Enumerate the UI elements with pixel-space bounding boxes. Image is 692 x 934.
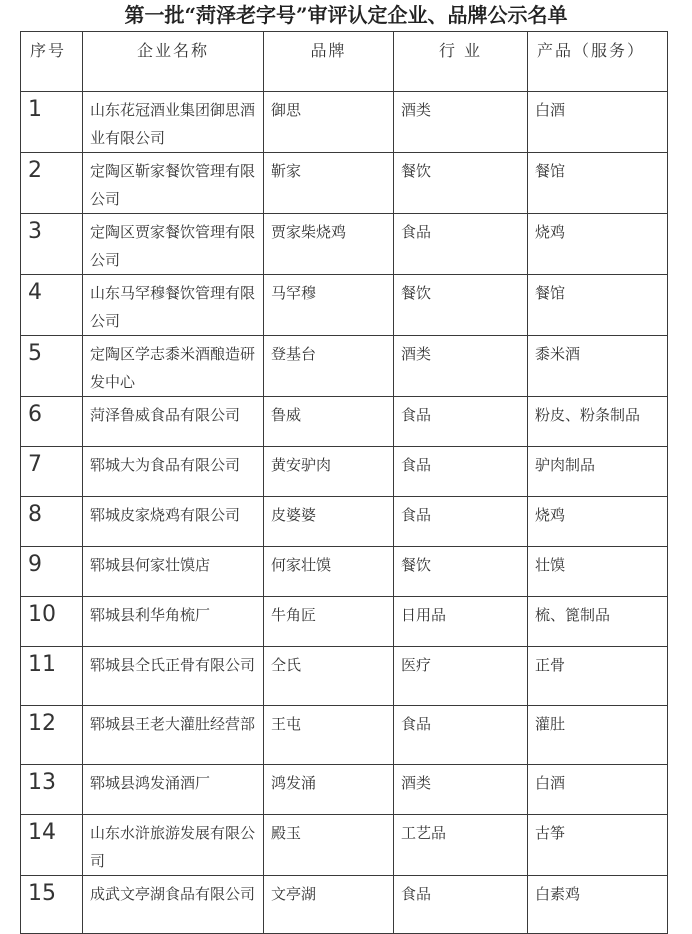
table-row [21, 547, 668, 597]
industry-name: 食品 [394, 214, 528, 275]
industry-name: 食品 [394, 447, 528, 497]
brand-name: 御思 [264, 92, 394, 153]
company-name: 山东花冠酒业集团御思酒业有限公司 [83, 92, 264, 153]
brand-name: 贾家柴烧鸡 [264, 214, 394, 275]
row-index: 6 [21, 397, 83, 447]
company-name: 定陶区靳家餐饮管理有限公司 [83, 153, 264, 214]
product-name: 灌肚 [528, 706, 668, 765]
product-name: 粉皮、粉条制品 [528, 397, 668, 447]
industry-name: 酒类 [394, 765, 528, 815]
company-name: 郓城县王老大灌肚经营部 [83, 706, 264, 765]
product-name: 白酒 [528, 765, 668, 815]
brand-name: 鲁威 [264, 397, 394, 447]
brand-name: 靳家 [264, 153, 394, 214]
industry-name: 餐饮 [394, 547, 528, 597]
product-name: 古筝 [528, 815, 668, 876]
industry-name: 酒类 [394, 336, 528, 397]
brand-name: 登基台 [264, 336, 394, 397]
industry-name: 食品 [394, 706, 528, 765]
company-name: 成武文亭湖食品有限公司 [83, 876, 264, 934]
table-row [21, 214, 668, 275]
industry-name: 医疗 [394, 647, 528, 706]
table-row [21, 336, 668, 397]
row-index: 9 [21, 547, 83, 597]
product-name: 壮馍 [528, 547, 668, 597]
table-row [21, 876, 668, 934]
brand-name: 仝氏 [264, 647, 394, 706]
product-name: 白素鸡 [528, 876, 668, 934]
industry-name: 食品 [394, 497, 528, 547]
row-index: 14 [21, 815, 83, 876]
brand-name: 殿玉 [264, 815, 394, 876]
industry-name: 工艺品 [394, 815, 528, 876]
product-name: 白酒 [528, 92, 668, 153]
header-product: 产品（服务） [528, 32, 668, 92]
company-name: 郓城县利华角梳厂 [83, 597, 264, 647]
company-name: 山东马罕穆餐饮管理有限公司 [83, 275, 264, 336]
table-row [21, 597, 668, 647]
industry-name: 食品 [394, 876, 528, 934]
brand-name: 马罕穆 [264, 275, 394, 336]
table-row [21, 275, 668, 336]
product-name: 烧鸡 [528, 214, 668, 275]
table-row [21, 92, 668, 153]
industry-name: 餐饮 [394, 153, 528, 214]
row-index: 8 [21, 497, 83, 547]
row-index: 7 [21, 447, 83, 497]
company-name: 郓城大为食品有限公司 [83, 447, 264, 497]
header-index: 序号 [21, 32, 83, 92]
row-index: 3 [21, 214, 83, 275]
row-index: 5 [21, 336, 83, 397]
product-name: 驴肉制品 [528, 447, 668, 497]
row-index: 15 [21, 876, 83, 934]
company-name: 郓城县何家壮馍店 [83, 547, 264, 597]
product-name: 黍米酒 [528, 336, 668, 397]
company-name: 郓城县仝氏正骨有限公司 [83, 647, 264, 706]
industry-name: 餐饮 [394, 275, 528, 336]
row-index: 13 [21, 765, 83, 815]
row-index: 4 [21, 275, 83, 336]
company-brand-table [20, 31, 668, 934]
company-name: 山东水浒旅游发展有限公司 [83, 815, 264, 876]
brand-name: 鸿发涌 [264, 765, 394, 815]
row-index: 11 [21, 647, 83, 706]
table-row [21, 815, 668, 876]
brand-name: 牛角匠 [264, 597, 394, 647]
table-row [21, 153, 668, 214]
row-index: 12 [21, 706, 83, 765]
industry-name: 酒类 [394, 92, 528, 153]
brand-name: 黄安驴肉 [264, 447, 394, 497]
header-company: 企业名称 [83, 32, 264, 92]
brand-name: 何家壮馍 [264, 547, 394, 597]
product-name: 餐馆 [528, 275, 668, 336]
table-row [21, 397, 668, 447]
product-name: 梳、篦制品 [528, 597, 668, 647]
industry-name: 日用品 [394, 597, 528, 647]
product-name: 烧鸡 [528, 497, 668, 547]
brand-name: 皮婆婆 [264, 497, 394, 547]
product-name: 正骨 [528, 647, 668, 706]
table-row [21, 706, 668, 765]
row-index: 1 [21, 92, 83, 153]
table-header-row [21, 32, 668, 92]
table-body [21, 92, 668, 934]
company-name: 郓城县鸿发涌酒厂 [83, 765, 264, 815]
table-row [21, 765, 668, 815]
industry-name: 食品 [394, 397, 528, 447]
row-index: 10 [21, 597, 83, 647]
row-index: 2 [21, 153, 83, 214]
brand-name: 王屯 [264, 706, 394, 765]
table-row [21, 647, 668, 706]
company-name: 定陶区贾家餐饮管理有限公司 [83, 214, 264, 275]
company-name: 郓城皮家烧鸡有限公司 [83, 497, 264, 547]
company-name: 菏泽鲁威食品有限公司 [83, 397, 264, 447]
brand-name: 文亭湖 [264, 876, 394, 934]
table-row [21, 447, 668, 497]
header-brand: 品牌 [264, 32, 394, 92]
header-industry: 行 业 [394, 32, 528, 92]
page-title: 第一批“菏泽老字号”审评认定企业、品牌公示名单 [124, 3, 568, 27]
table-row [21, 497, 668, 547]
company-name: 定陶区学志黍米酒酿造研发中心 [83, 336, 264, 397]
product-name: 餐馆 [528, 153, 668, 214]
